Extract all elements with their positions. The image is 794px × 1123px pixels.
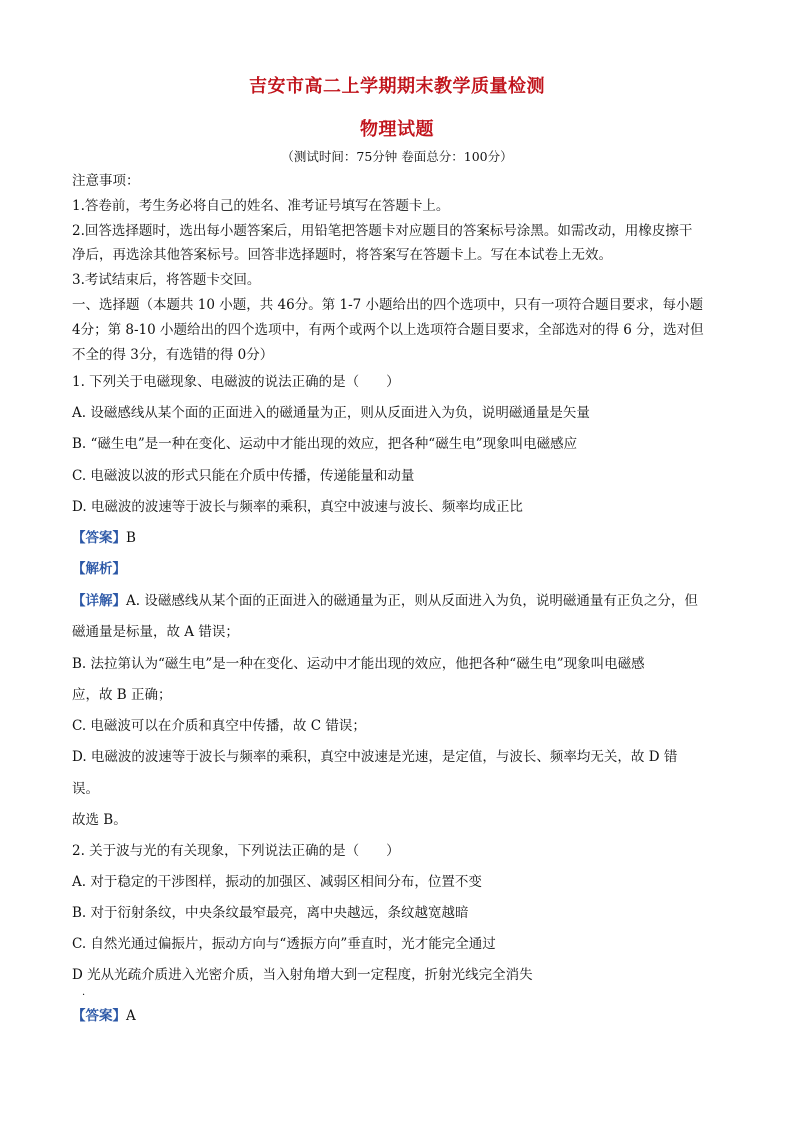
q2-option-b: B. 对于衍射条纹，中央条纹最窄最亮，离中央越远，条纹越宽越暗 [72, 905, 469, 921]
q1-stem: 1. 下列关于电磁现象、电磁波的说法正确的是（ ） [72, 374, 400, 390]
section-intro-line-2: 4分；第 8-10 小题给出的四个选项中，有两个或两个以上选项符合题目要求，全部选对的得 6 分，选对但 [72, 322, 704, 338]
stray-dot-mark: · [82, 990, 86, 1001]
detail-text: A. 设磁感线从某个面的正面进入的磁通量为正，则从反面进入为负，说明磁通量有正负之分，但 [126, 593, 698, 609]
answer-value: A [126, 1008, 136, 1024]
q1-analysis [72, 559, 126, 579]
q1-detail-d-line-1: D. 电磁波的波速等于波长与频率的乘积，真空中波速是光速，是定值，与波长、频率均无关，故 D 错 [72, 749, 678, 765]
q2-stem: 2. 关于波与光的有关现象，下列说法正确的是（ ） [72, 843, 400, 859]
analysis-tag: 【解析】 [72, 561, 126, 577]
q1-detail-a-line-2: 磁通量是标量，故 A 错误； [72, 624, 239, 640]
notice-item-3: 3.考试结束后，将答题卡交回。 [72, 272, 261, 288]
answer-tag: 【答案】 [72, 1008, 126, 1024]
answer-tag: 【答案】 [72, 530, 126, 546]
q2-option-d: D 光从光疏介质进入光密介质，当入射角增大到一定程度，折射光线完全消失 [72, 967, 533, 983]
exam-info: （测试时间：75分钟 卷面总分：100分） [281, 149, 513, 164]
q1-detail-a-line-1 [72, 591, 698, 611]
q1-detail-c: C. 电磁波可以在介质和真空中传播，故 C 错误； [72, 718, 366, 734]
q1-option-d: D. 电磁波的波速等于波长与频率的乘积，真空中波速与波长、频率均成正比 [72, 499, 523, 515]
q2-answer [72, 1006, 136, 1026]
q1-detail-b-line-1: B. 法拉第认为“磁生电”是一种在变化、运动中才能出现的效应，他把各种“磁生电”现象叫电磁感 [72, 656, 645, 672]
notice-item-2-line-1: 2.回答选择题时，选出每小题答案后，用铅笔把答题卡对应题目的答案标号涂黑。如需改动，用橡皮擦干 [72, 223, 693, 239]
page-title: 吉安市高二上学期期末教学质量检测 [249, 76, 545, 97]
notice-item-2-line-2: 净后，再选涂其他答案标号。回答非选择题时，将答案写在答题卡上。写在本试卷上无效。 [72, 247, 612, 263]
q1-option-b: B. “磁生电”是一种在变化、运动中才能出现的效应，把各种“磁生电”现象叫电磁感应 [72, 436, 578, 452]
section-intro-line-3: 不全的得 3分，有选错的得 0分） [72, 347, 274, 363]
q1-detail-b-line-2: 应，故 B 正确； [72, 687, 172, 703]
notice-heading: 注意事项： [72, 173, 140, 189]
answer-value: B [126, 530, 136, 546]
q1-option-a: A. 设磁感线从某个面的正面进入的磁通量为正，则从反面进入为负，说明磁通量是矢量 [72, 405, 590, 421]
q1-detail-d-line-2: 误。 [72, 781, 99, 797]
q1-conclusion: 故选 B。 [72, 812, 127, 828]
q1-answer [72, 528, 136, 548]
detail-tag: 【详解】 [72, 593, 126, 609]
q2-option-c: C. 自然光通过偏振片，振动方向与“透振方向”垂直时，光才能完全通过 [72, 936, 496, 952]
subject-title: 物理试题 [360, 119, 434, 140]
q2-option-a: A. 对于稳定的干涉图样，振动的加强区、减弱区相间分布，位置不变 [72, 874, 482, 890]
notice-item-1: 1.答卷前，考生务必将自己的姓名、准考证号填写在答题卡上。 [72, 198, 450, 214]
q1-option-c: C. 电磁波以波的形式只能在介质中传播，传递能量和动量 [72, 468, 415, 484]
section-intro-line-1: 一、选择题（本题共 10 小题，共 46分。第 1-7 小题给出的四个选项中，只有一项符合题目要求，每小题 [72, 297, 704, 313]
